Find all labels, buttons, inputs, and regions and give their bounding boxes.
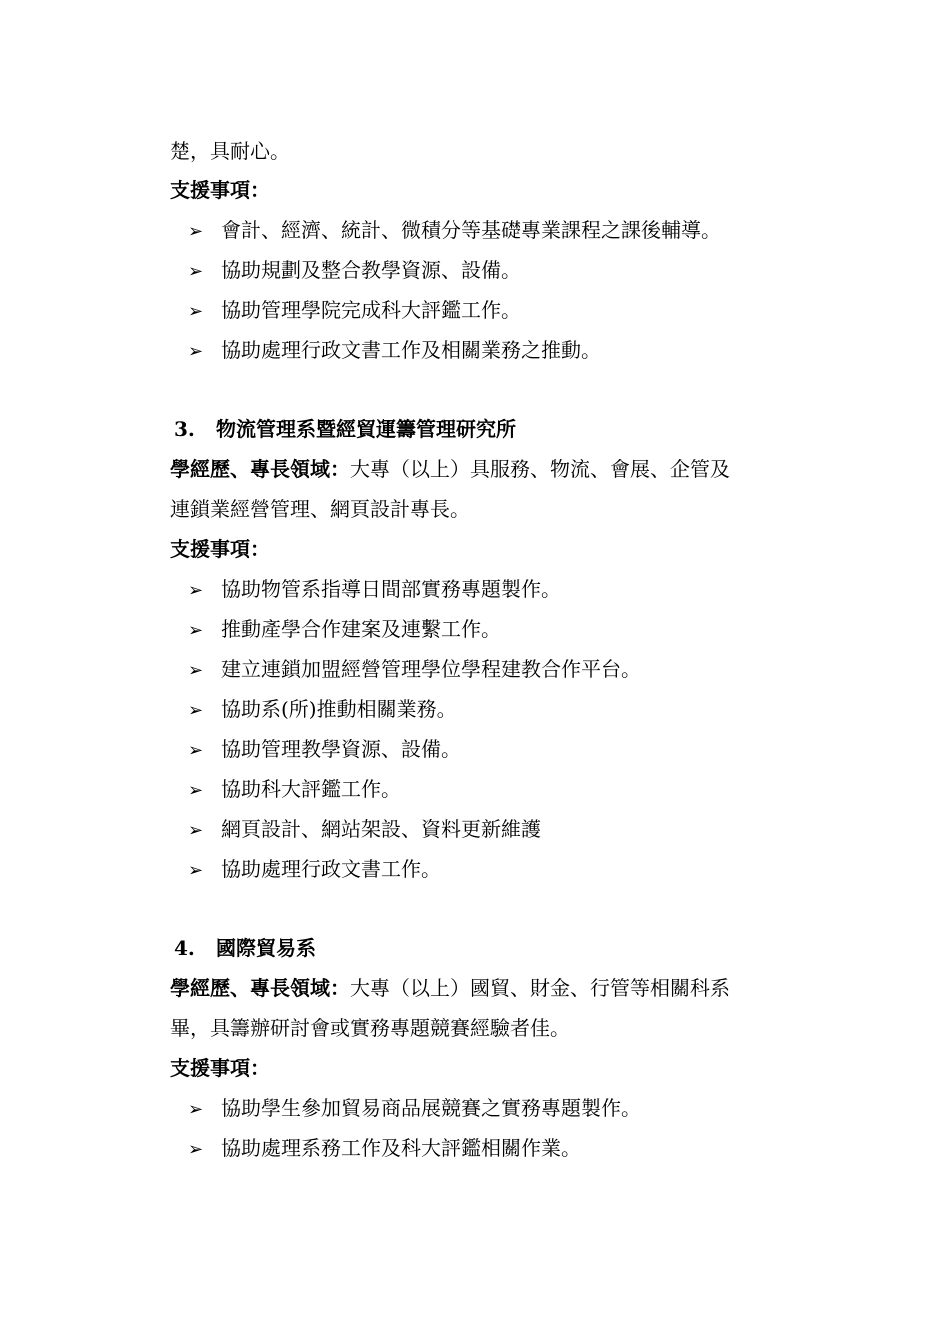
list-item-text: 協助處理系務工作及科大評鑑相關作業。 [221, 1136, 581, 1160]
section-title: 物流管理系暨經貿運籌管理研究所 [216, 417, 516, 441]
qualification-label: 學經歷、專長領域： [170, 457, 350, 481]
support-label: 支援事項： [170, 537, 270, 561]
list-item-text: 網頁設計、網站架設、資料更新維護 [221, 817, 541, 841]
list-item [188, 656, 641, 684]
list-item [188, 257, 521, 285]
list-item-text: 協助規劃及整合教學資源、設備。 [221, 258, 521, 282]
arrow-bullet-icon: ➢ [188, 780, 204, 801]
list-item [188, 816, 541, 844]
support-label: 支援事項： [170, 1056, 270, 1080]
section-title: 國際貿易系 [216, 936, 316, 960]
arrow-bullet-icon: ➢ [188, 660, 204, 681]
list-item-text: 推動產學合作建案及連繫工作。 [221, 617, 501, 641]
qualification-text-cont: 連鎖業經營管理、網頁設計專長。 [170, 497, 470, 521]
arrow-bullet-icon: ➢ [188, 1139, 204, 1160]
list-item-text: 會計、經濟、統計、微積分等基礎專業課程之課後輔導。 [221, 218, 721, 242]
support-label: 支援事項： [170, 178, 270, 202]
arrow-bullet-icon: ➢ [188, 1099, 204, 1120]
section-heading [174, 935, 316, 961]
section-heading [174, 416, 516, 442]
list-item [188, 297, 521, 325]
list-item [188, 576, 561, 604]
list-item [188, 616, 501, 644]
list-item [188, 217, 721, 245]
list-item-text: 協助系(所)推動相關業務。 [221, 697, 457, 721]
list-item-text: 建立連鎖加盟經營管理學位學程建教合作平台。 [221, 657, 641, 681]
arrow-bullet-icon: ➢ [188, 860, 204, 881]
list-item-text: 協助處理行政文書工作。 [221, 857, 441, 881]
arrow-bullet-icon: ➢ [188, 620, 204, 641]
list-item-text: 協助物管系指導日間部實務專題製作。 [221, 577, 561, 601]
arrow-bullet-icon: ➢ [188, 221, 204, 242]
list-item-text: 協助學生參加貿易商品展競賽之實務專題製作。 [221, 1096, 641, 1120]
list-item [188, 736, 461, 764]
arrow-bullet-icon: ➢ [188, 580, 204, 601]
list-item [188, 1135, 581, 1163]
list-item-text: 協助管理學院完成科大評鑑工作。 [221, 298, 521, 322]
list-item [188, 776, 401, 804]
list-item [188, 696, 457, 724]
qualification-line [170, 456, 810, 482]
list-item-text: 協助科大評鑑工作。 [221, 777, 401, 801]
arrow-bullet-icon: ➢ [188, 301, 204, 322]
list-item-text: 協助管理教學資源、設備。 [221, 737, 461, 761]
qualification-line [170, 975, 810, 1001]
list-item [188, 1095, 641, 1123]
qualification-text: 大專（以上）具服務、物流、會展、企管及 [350, 457, 730, 481]
list-item [188, 856, 441, 884]
arrow-bullet-icon: ➢ [188, 261, 204, 282]
qualification-text-cont: 畢，具籌辦研討會或實務專題競賽經驗者佳。 [170, 1016, 570, 1040]
section-number: 3. [174, 417, 195, 441]
arrow-bullet-icon: ➢ [188, 820, 204, 841]
list-item-text: 協助處理行政文書工作及相關業務之推動。 [221, 338, 601, 362]
list-item [188, 337, 601, 365]
arrow-bullet-icon: ➢ [188, 740, 204, 761]
arrow-bullet-icon: ➢ [188, 341, 204, 362]
continuation-text: 楚，具耐心。 [170, 139, 290, 163]
section-number: 4. [174, 936, 195, 960]
qualification-text: 大專（以上）國貿、財金、行管等相關科系 [350, 976, 730, 1000]
qualification-label: 學經歷、專長領域： [170, 976, 350, 1000]
arrow-bullet-icon: ➢ [188, 700, 204, 721]
